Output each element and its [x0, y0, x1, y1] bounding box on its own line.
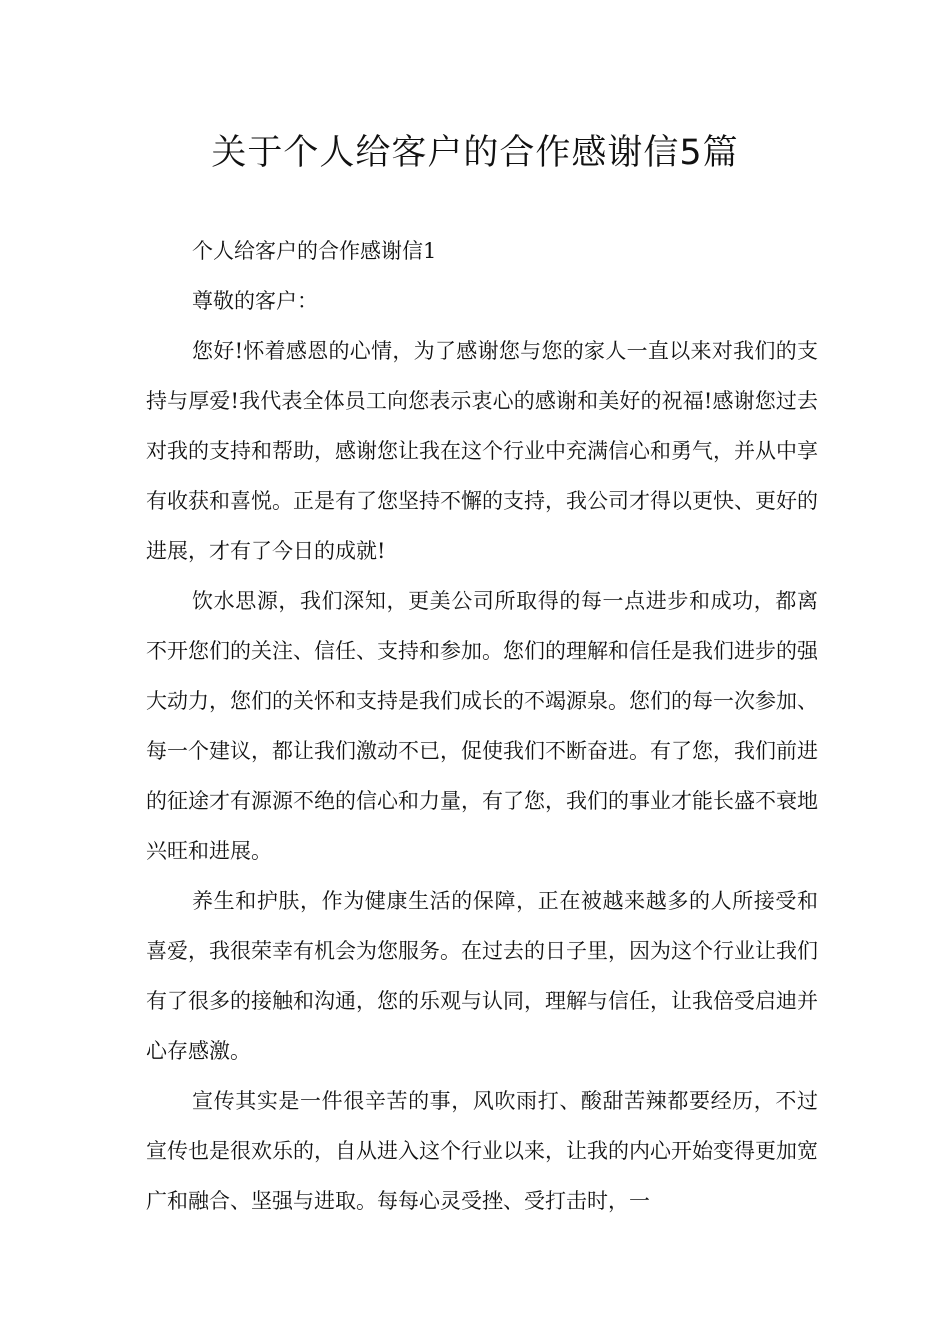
- document-title: 关于个人给客户的合作感谢信5篇: [211, 133, 739, 173]
- body-paragraph: 宣传其实是一件很辛苦的事，风吹雨打、酸甜苦辣都要经历，不过宣传也是很欢乐的，自从进入这个行业以来，让我的内心开始变得更加宽广和融合、坚强与进取。每每心灵受挫、受打击时，一: [146, 1089, 818, 1213]
- body-paragraph: 您好!怀着感恩的心情，为了感谢您与您的家人一直以来对我们的支持与厚爱!我代表全体员工向您表示衷心的感谢和美好的祝福!感谢您过去对我的支持和帮助，感谢您让我在这个行业中充满信心和勇气，并从中享有收获和喜悦。正是有了您坚持不懈的支持，我公司才得以更快、更好的进展，才有了今日的成就!: [146, 339, 818, 563]
- body-paragraph: 饮水思源，我们深知，更美公司所取得的每一点进步和成功，都离不开您们的关注、信任、支持和参加。您们的理解和信任是我们进步的强大动力，您们的关怀和支持是我们成长的不竭源泉。您们的每一次参加、每一个建议，都让我们激动不已，促使我们不断奋进。有了您，我们前进的征途才有源源不绝的信心和力量，有了您，我们的事业才能长盛不衰地兴旺和进展。: [146, 589, 818, 863]
- body-paragraph: 养生和护肤，作为健康生活的保障，正在被越来越多的人所接受和喜爱，我很荣幸有机会为您服务。在过去的日子里，因为这个行业让我们有了很多的接触和沟通，您的乐观与认同，理解与信任，让我倍受启迪并心存感激。: [146, 889, 818, 1063]
- section-heading: 个人给客户的合作感谢信1: [192, 239, 437, 263]
- document-body: [146, 226, 818, 1226]
- salutation: 尊敬的客户：: [192, 289, 318, 313]
